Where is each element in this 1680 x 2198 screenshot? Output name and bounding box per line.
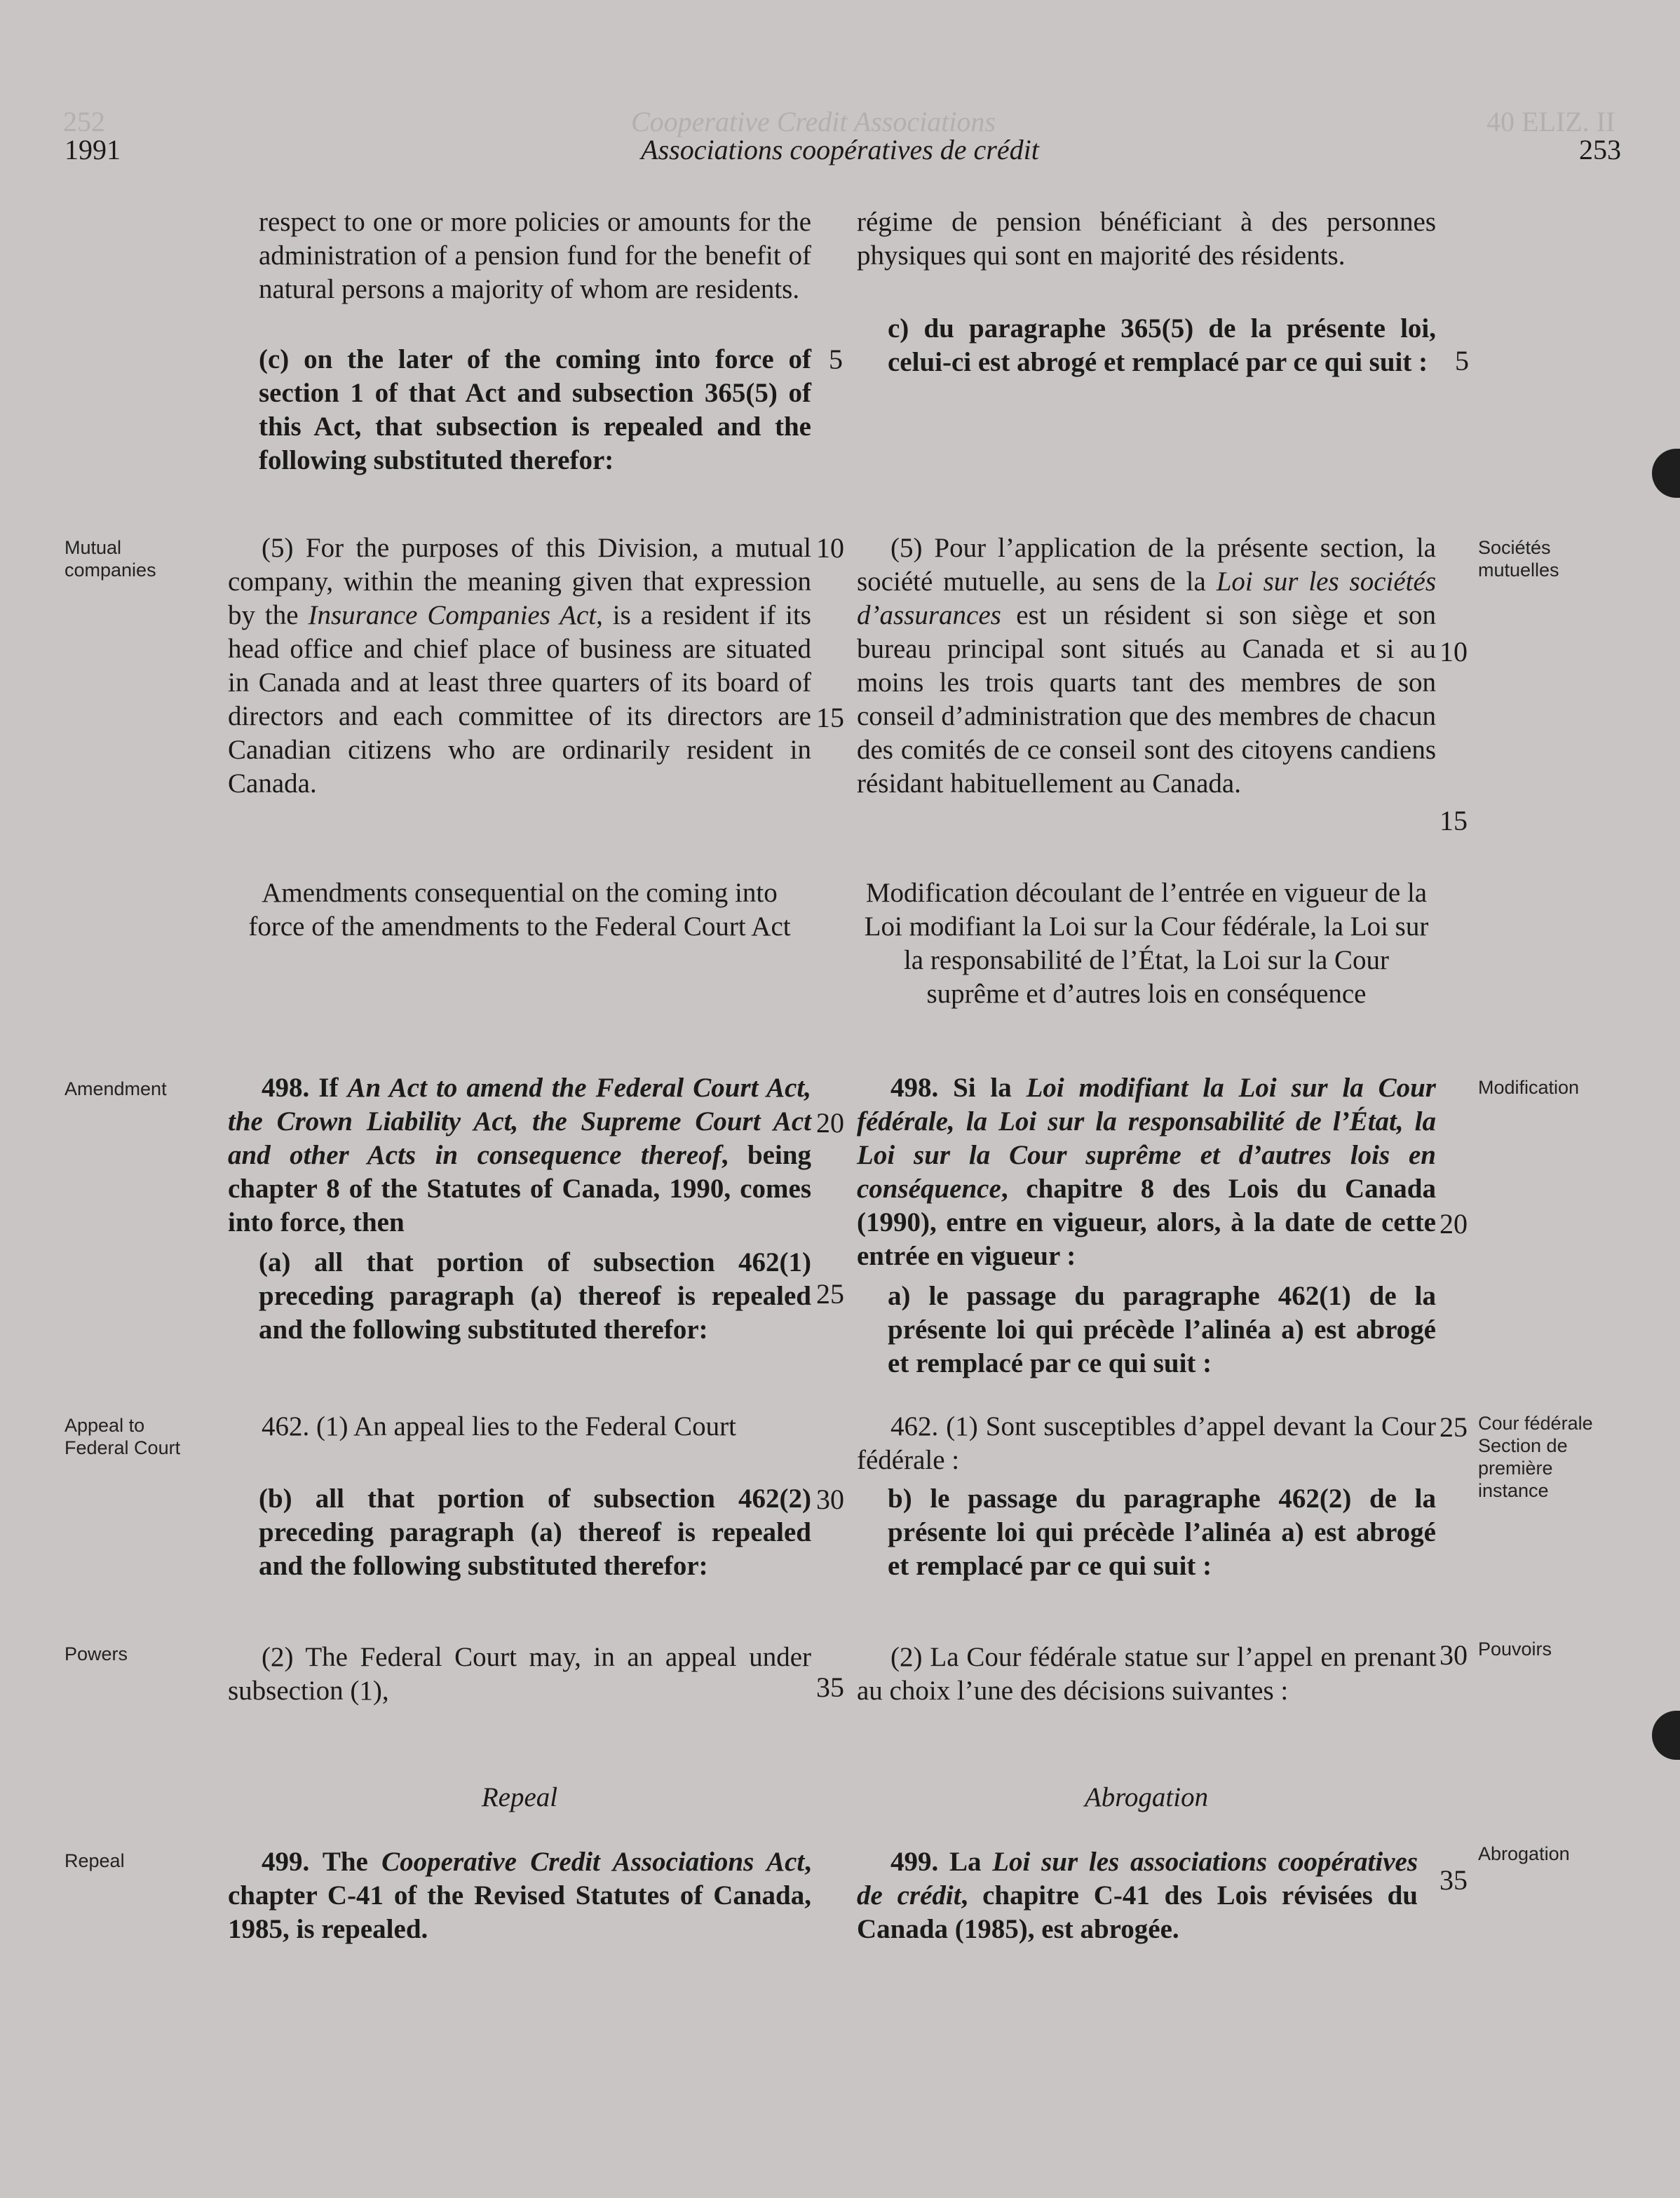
line-number: 10: [816, 532, 844, 564]
fr-section-462-1: 462. (1) Sont susceptibles d’appel devant la Cour fédérale :: [857, 1411, 1436, 1475]
fr-paragraph-a: a) le passage du paragraphe 462(1) de la présente loi qui précède l’alinéa a) est abrogé et remplacé par ce qui suit :: [888, 1281, 1436, 1378]
en-paragraph-c: (c) on the later of the coming into force of section 1 of that Act and subsection 365(5) of this Act, that subsection is repealed and the following substituted therefor:: [259, 344, 811, 475]
binder-tab-mark: [1652, 449, 1680, 498]
en-section-498: 498. If An Act to amend the Federal Court Act, the Crown Liability Act, the Supreme Court Act and other Acts in consequence thereof, being chapter 8 of the Statutes of Canada, 1990, comes into force, then: [228, 1073, 811, 1237]
line-number: 15: [816, 702, 844, 733]
fr-subsection-5: (5) Pour l’application de la présente section, la société mutuelle, au sens de la Loi sur les sociétés d’assurances est un résident si son siège et son bureau principal sont situés au Canada et si au moins les trois quarts tant des membres de son conseil d’administration que des membres de chacun des comités de ce conseil sont des citoyens candiens résidant habituellement au Canada.: [857, 533, 1436, 799]
margin-note-mutual-companies: Mutual companies: [65, 537, 156, 581]
en-heading-amendments: Amendments consequential on the coming into force of the amendments to the Federal Court Act: [248, 878, 791, 942]
en-section-462-1: 462. (1) An appeal lies to the Federal Court: [262, 1411, 736, 1441]
margin-note-abrogation: Abrogation: [1478, 1843, 1570, 1864]
margin-note-appeal: Appeal to Federal Court: [65, 1415, 181, 1458]
margin-note-powers: Powers: [65, 1643, 128, 1664]
line-number: 35: [816, 1671, 844, 1703]
line-number: 5: [829, 344, 843, 375]
header-title: Associations coopératives de crédit: [641, 134, 1039, 165]
fr-paragraph-c: c) du paragraphe 365(5) de la présente loi, celui-ci est abrogé et remplacé par ce qui suit :: [888, 313, 1436, 377]
line-number: 25: [816, 1278, 844, 1310]
bleed-through-texture: 252 Cooperative Credit Associations 40 ELIZ. II: [63, 106, 1615, 137]
line-number: 10: [1439, 636, 1468, 667]
line-number: 20: [816, 1107, 844, 1139]
fr-heading-modification: Modification découlant de l’entrée en vigueur de la Loi modifiant la Loi sur la Cour fédérale, la Loi sur la responsabilité de l’État, la Loi sur la Cour suprême et d’autres lois en conséquence: [864, 878, 1429, 1009]
en-section-499: 499. The Cooperative Credit Associations Act, chapter C-41 of the Revised Statutes of Canada, 1985, is repealed.: [228, 1847, 811, 1944]
en-paragraph-b: (b) all that portion of subsection 462(2) preceding paragraph (a) thereof is repealed and the following substituted therefor:: [259, 1484, 811, 1581]
en-heading-repeal: Repeal: [481, 1782, 558, 1812]
fr-heading-abrogation: Abrogation: [1084, 1782, 1209, 1812]
margin-note-modification: Modification: [1478, 1077, 1580, 1098]
fr-paragraph-b: b) le passage du paragraphe 462(2) de la présente loi qui précède l’alinéa a) est abrogé et remplacé par ce qui suit :: [888, 1484, 1436, 1581]
line-number: 15: [1439, 805, 1468, 836]
margin-note-cour-federale: Cour fédérale Section de première instance: [1478, 1413, 1593, 1501]
en-paragraph-continuation: respect to one or more policies or amounts for the administration of a pension fund for the benefit of natural persons a majority of whom are residents.: [259, 207, 811, 304]
fr-section-499: 499. La Loi sur les associations coopératives de crédit, chapitre C-41 des Lois révisées du Canada (1985), est abrogée.: [857, 1847, 1418, 1944]
line-number: 30: [1439, 1639, 1468, 1671]
en-section-462-2: (2) The Federal Court may, in an appeal under subsection (1),: [228, 1642, 811, 1706]
margin-note-repeal: Repeal: [65, 1850, 125, 1871]
fr-section-498: 498. Si la Loi modifiant la Loi sur la Cour fédérale, la Loi sur la responsabilité de l’État, la Loi sur la Cour suprême et d’autres lois en conséquence, chapitre 8 des Lois du Canada (1990), entre en vigueur, alors, à la date de cette entrée en vigueur :: [857, 1073, 1436, 1271]
fr-section-462-2: (2) La Cour fédérale statue sur l’appel en prenant au choix l’une des décisions suivantes :: [857, 1642, 1436, 1706]
line-number: 35: [1439, 1864, 1468, 1896]
header-year: 1991: [65, 134, 121, 165]
en-subsection-5: (5) For the purposes of this Division, a mutual company, within the meaning given that expression by the Insurance Companies Act, is a resident if its head office and chief place of business are situated in Canada and at least three quarters of its board of directors and each committee of its directors are Canadian citizens who are ordinarily resident in Canada.: [228, 533, 811, 799]
fr-paragraph-continuation: régime de pension bénéficiant à des personnes physiques qui sont en majorité des résidents.: [857, 207, 1436, 271]
en-paragraph-a: (a) all that portion of subsection 462(1) preceding paragraph (a) thereof is repealed and the following substituted therefor:: [259, 1247, 811, 1345]
line-number: 5: [1455, 345, 1469, 376]
header-page-number: 253: [1579, 134, 1621, 165]
line-number: 20: [1439, 1208, 1468, 1240]
binder-tab-mark: [1652, 1711, 1680, 1760]
margin-note-amendment: Amendment: [65, 1078, 167, 1099]
line-number: 25: [1439, 1411, 1468, 1443]
margin-note-societes: Sociétés mutuelles: [1478, 537, 1559, 581]
line-number: 30: [816, 1484, 844, 1515]
margin-note-pouvoirs: Pouvoirs: [1478, 1639, 1552, 1660]
